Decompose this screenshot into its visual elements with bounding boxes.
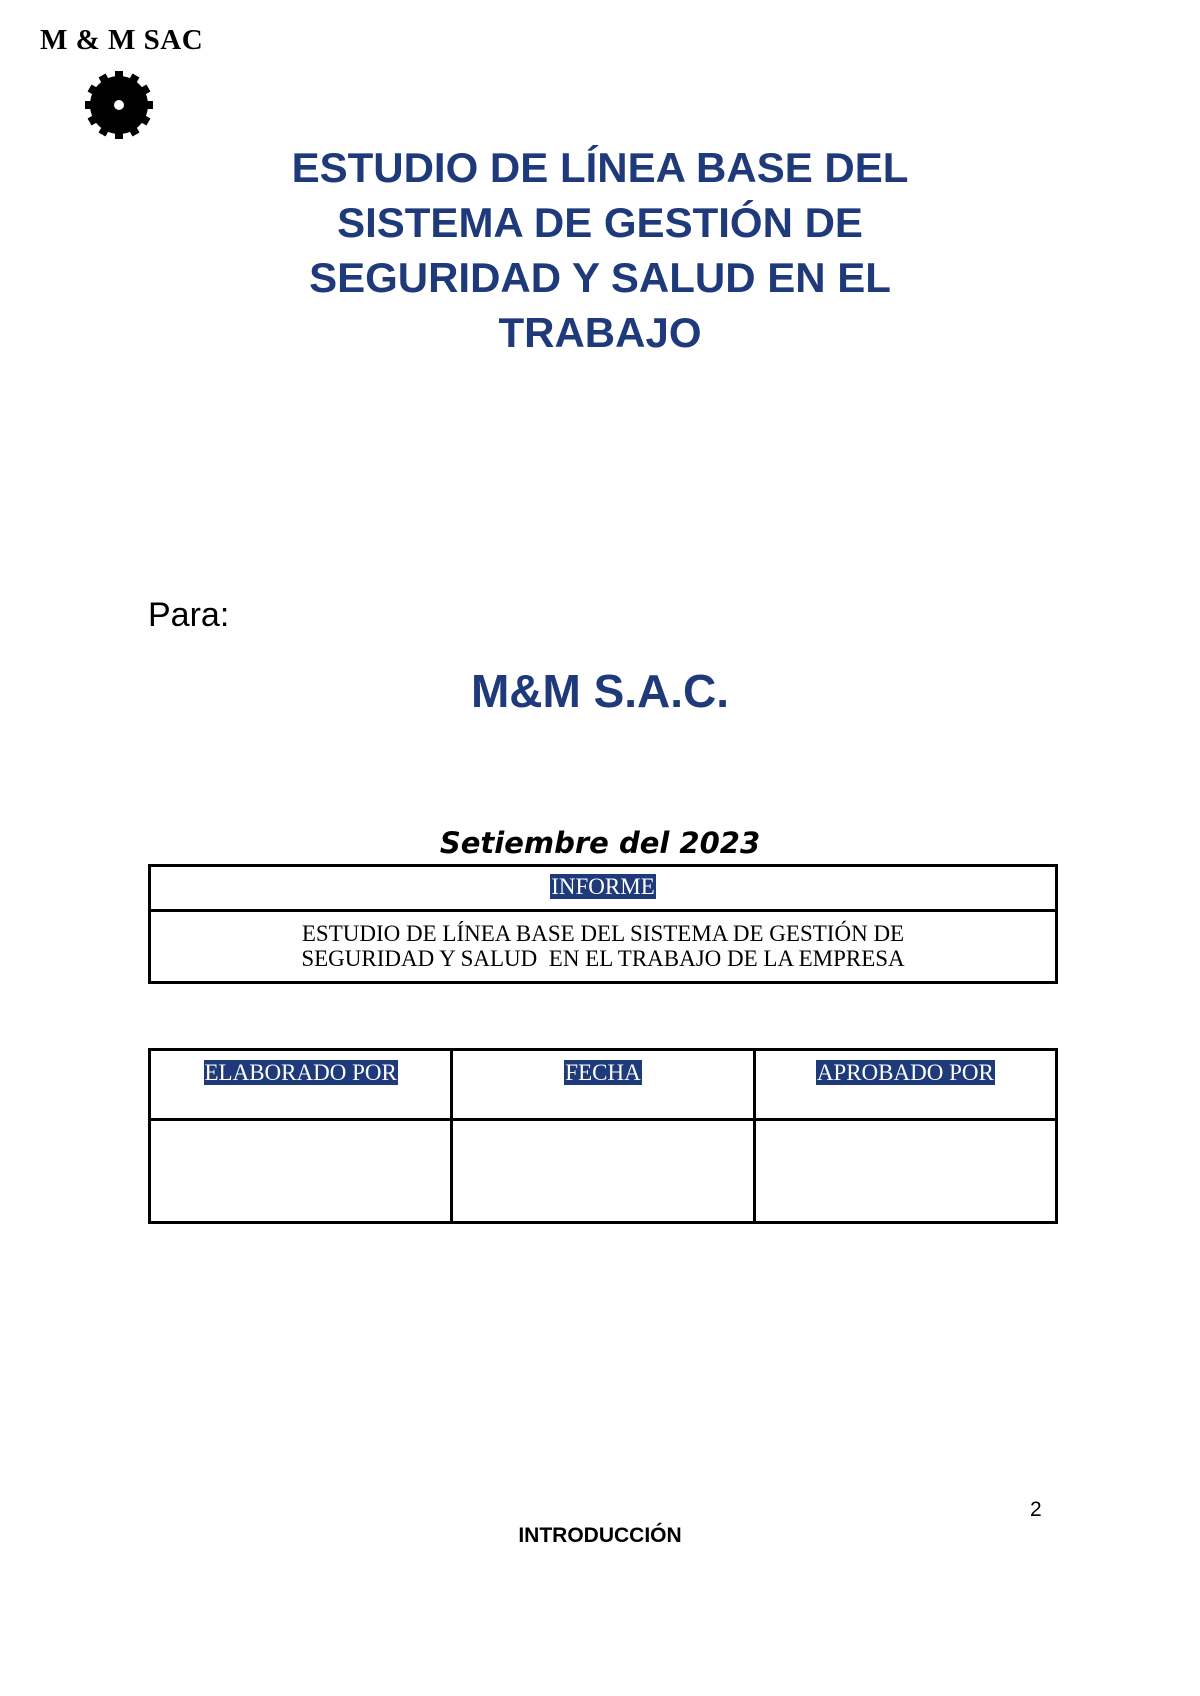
recipient-label: Para: (148, 596, 230, 634)
report-table-header (150, 866, 1057, 911)
column-label: APROBADO POR (816, 1060, 994, 1085)
title-line-2: SISTEMA DE GESTIÓN DE (337, 199, 863, 246)
logo-text: M & M SAC (40, 24, 204, 56)
report-table (148, 864, 1058, 984)
approval-table (148, 1048, 1058, 1224)
gear-icon (84, 70, 154, 140)
section-heading-introduction: INTRODUCCIÓN (518, 1524, 682, 1547)
title-line-3: SEGURIDAD Y SALUD EN EL (309, 254, 891, 301)
approval-cell-approved-by (754, 1120, 1056, 1223)
title-line-1: ESTUDIO DE LÍNEA BASE DEL (291, 144, 909, 191)
document-date: Setiembre del 2023 (439, 826, 761, 860)
document-title (240, 140, 960, 360)
approval-cell-date (452, 1120, 754, 1223)
approval-header-approved-by (754, 1050, 1056, 1120)
approval-header-date (452, 1050, 754, 1120)
page-number: 2 (1030, 1498, 1042, 1521)
report-description-line-2: SEGURIDAD Y SALUD EN EL TRABAJO DE LA EMPRESA (301, 946, 905, 971)
report-header-label: INFORME (551, 874, 655, 899)
column-label: ELABORADO POR (204, 1060, 397, 1085)
company-name: M&M S.A.C. (470, 665, 730, 717)
title-line-4: TRABAJO (498, 309, 702, 356)
approval-cell-prepared-by (150, 1120, 452, 1223)
report-description-line-1: ESTUDIO DE LÍNEA BASE DEL SISTEMA DE GESTIÓN DE (301, 921, 905, 946)
report-table-description (150, 911, 1057, 983)
column-label: FECHA (565, 1060, 641, 1085)
approval-header-prepared-by (150, 1050, 452, 1120)
